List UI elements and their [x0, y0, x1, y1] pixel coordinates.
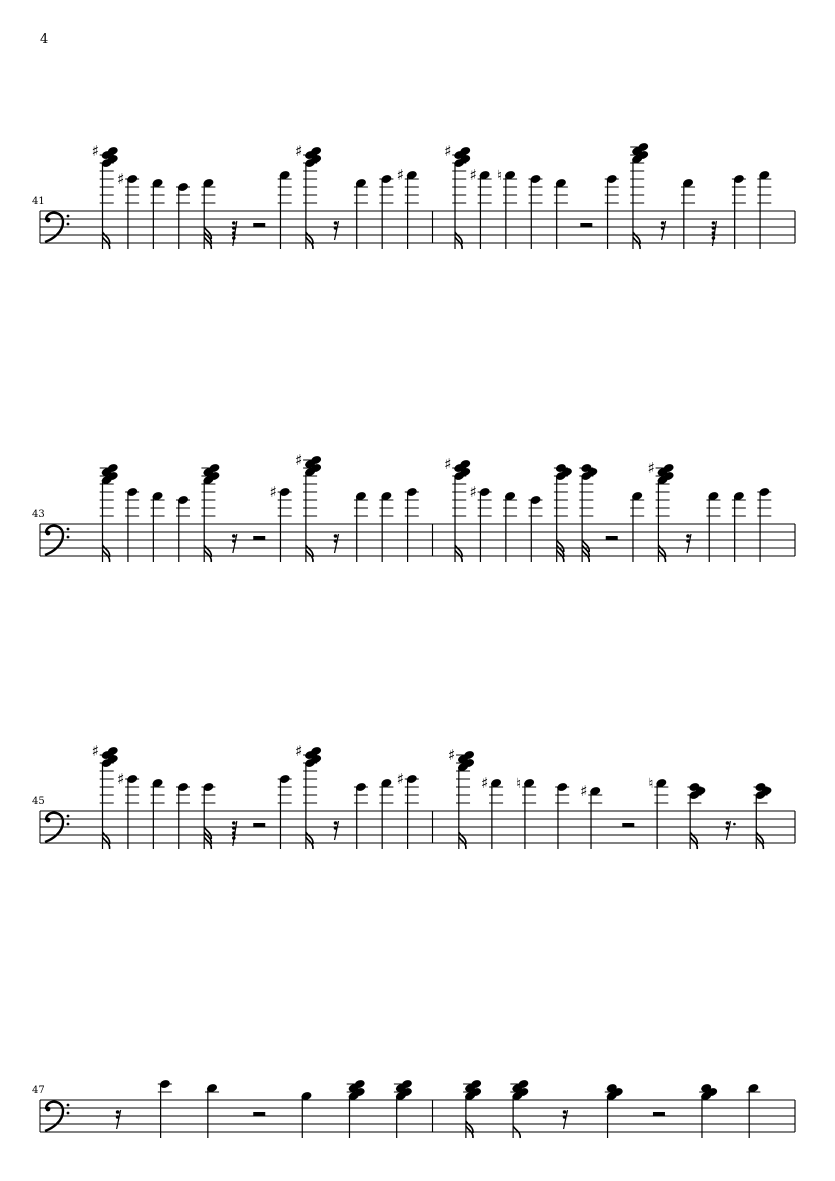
rest-flag [232, 231, 236, 235]
half-rest [653, 1112, 665, 1116]
note-event [125, 487, 139, 562]
sharp-icon: ♯ [91, 742, 99, 760]
note-event [117, 170, 139, 249]
bass-clef-dot [67, 1104, 70, 1107]
note-event [481, 774, 503, 849]
note-event [554, 178, 568, 249]
rest-flag [232, 831, 236, 835]
note-event [580, 782, 602, 849]
sharp-icon: ♯ [469, 166, 477, 184]
rest-flag [726, 826, 730, 830]
note-event [354, 178, 368, 249]
note-event [151, 491, 165, 562]
rest-flag [686, 539, 690, 543]
note-event [92, 742, 118, 849]
rest [334, 821, 339, 840]
note-event [397, 770, 419, 849]
rest [661, 221, 666, 240]
note-event [158, 1079, 172, 1138]
rest-flag [232, 821, 236, 825]
note-event [397, 166, 419, 249]
sharp-icon: ♯ [444, 142, 452, 160]
bass-clef-icon [46, 531, 51, 536]
sharp-icon: ♯ [396, 770, 405, 788]
rest-flag [712, 226, 716, 230]
rest-flag [726, 821, 730, 825]
natural-icon: ♮ [648, 776, 654, 792]
rest-flag [232, 226, 236, 230]
note-event [753, 782, 771, 849]
note-event [444, 142, 470, 249]
note-event [503, 491, 517, 562]
note-event [757, 487, 771, 562]
note-event [463, 1079, 481, 1138]
sharp-icon: ♯ [295, 451, 303, 469]
sharp-icon: ♯ [117, 170, 125, 188]
rest-flag [334, 821, 338, 825]
note-event [746, 1083, 760, 1138]
rest-flag [232, 836, 236, 840]
page-number: 4 [40, 32, 49, 47]
note-event [117, 770, 139, 849]
measure-number: 47 [32, 1085, 45, 1096]
sharp-icon: ♯ [444, 455, 452, 473]
staff-system [32, 142, 795, 249]
rest [250, 223, 268, 227]
rest-flag [661, 221, 665, 225]
rest-flag [563, 1110, 567, 1114]
note-event [732, 174, 746, 249]
rest-flag [232, 221, 236, 225]
note-event [379, 491, 393, 562]
sharp-icon: ♯ [448, 746, 456, 764]
note-event [295, 142, 321, 249]
note-event [270, 483, 292, 562]
half-rest [580, 223, 592, 227]
half-rest [606, 536, 618, 540]
rest [232, 534, 237, 553]
bass-clef-dot [67, 823, 70, 826]
note-event [681, 178, 695, 249]
note-event [699, 1083, 717, 1138]
note-event [151, 778, 165, 849]
note-event [201, 178, 215, 249]
rest [250, 823, 268, 827]
note-event [528, 174, 542, 249]
rest [232, 821, 237, 846]
half-rest [253, 1112, 265, 1116]
sharp-icon: ♯ [117, 770, 125, 788]
rest [603, 536, 621, 540]
sharp-icon: ♯ [580, 782, 588, 800]
half-rest [253, 223, 265, 227]
rest [712, 221, 717, 246]
note-event [528, 495, 542, 562]
rest-flag [232, 826, 236, 830]
measure-number: 41 [32, 196, 45, 207]
note-event [687, 782, 705, 849]
bass-clef-icon [46, 818, 51, 823]
note-event [278, 774, 292, 849]
sharp-icon: ♯ [91, 142, 99, 160]
note-event [201, 463, 219, 562]
staff-system [32, 1079, 795, 1138]
rest-flag [712, 236, 716, 240]
note-event [470, 483, 492, 562]
note-event [554, 463, 572, 562]
bass-clef-dot [67, 528, 70, 531]
note-event [379, 174, 393, 249]
rest-flag [232, 236, 236, 240]
note-event [301, 1091, 312, 1138]
rest [250, 536, 268, 540]
note-event [444, 455, 470, 562]
rest [619, 823, 637, 827]
bass-clef-dot [67, 815, 70, 818]
bass-clef-dot [67, 536, 70, 539]
note-event [347, 1079, 365, 1138]
bass-clef-dot [67, 223, 70, 226]
note-event [151, 178, 165, 249]
note-event [176, 782, 190, 849]
note-event [630, 491, 644, 562]
note-event [448, 746, 474, 849]
staff-system [32, 742, 795, 849]
note-event [405, 487, 419, 562]
bass-clef-icon [46, 1107, 51, 1112]
note-event [579, 463, 597, 562]
sharp-icon: ♯ [647, 459, 655, 477]
rest [334, 221, 339, 240]
note-event [757, 170, 771, 249]
rest [650, 1112, 668, 1116]
note-event [295, 451, 321, 562]
note-event [201, 782, 215, 849]
half-rest [253, 823, 265, 827]
note-event [394, 1079, 412, 1138]
rest-flag [334, 226, 338, 230]
rest-flag [334, 826, 338, 830]
rest [334, 534, 339, 553]
rest-flag [712, 221, 716, 225]
note-event [732, 491, 746, 562]
note-event [354, 491, 368, 562]
note-event [510, 1079, 528, 1138]
rest-flag [334, 221, 338, 225]
sharp-icon: ♯ [469, 483, 477, 501]
note-event [92, 142, 118, 249]
note-event [605, 174, 619, 249]
rest-flag [661, 226, 665, 230]
bass-clef-icon [46, 218, 51, 223]
bass-clef-dot [67, 215, 70, 218]
half-rest [622, 823, 634, 827]
half-rest [253, 536, 265, 540]
note-event [555, 782, 569, 849]
rest-flag [232, 539, 236, 543]
rest [232, 221, 237, 246]
note-event [706, 491, 720, 562]
note-event [648, 776, 668, 849]
rest-flag [712, 231, 716, 235]
sharp-icon: ♯ [481, 774, 489, 792]
measure-number: 45 [32, 796, 45, 807]
rest [563, 1110, 568, 1129]
note-event [176, 495, 190, 562]
staff-system [32, 451, 795, 562]
note-event [100, 463, 118, 562]
natural-icon: ♮ [516, 776, 522, 792]
note-event [470, 166, 492, 249]
sharp-icon: ♯ [396, 166, 405, 184]
rest-flag [116, 1110, 120, 1114]
note-event [497, 168, 517, 249]
rest [250, 1112, 268, 1116]
natural-icon: ♮ [497, 168, 503, 184]
rest-flag [686, 534, 690, 538]
rest-flag [334, 534, 338, 538]
note-event [630, 142, 648, 249]
rest-flag [334, 539, 338, 543]
rest [686, 534, 691, 553]
rest-flag [116, 1115, 120, 1119]
rest-flag [563, 1115, 567, 1119]
measure-number: 43 [32, 509, 45, 520]
bass-clef-dot [67, 1112, 70, 1115]
rest-dot [733, 823, 736, 826]
note-event [278, 170, 292, 249]
sharp-icon: ♯ [269, 483, 277, 501]
note-event [648, 459, 674, 562]
note-event [205, 1083, 219, 1138]
rest-flag [232, 534, 236, 538]
note-event [516, 776, 536, 849]
sharp-icon: ♯ [295, 742, 303, 760]
note-event [176, 182, 190, 249]
rest [726, 821, 736, 840]
rest [577, 223, 595, 227]
rest [116, 1110, 121, 1129]
note-event [354, 782, 368, 849]
note-event [605, 1083, 623, 1138]
sharp-icon: ♯ [295, 142, 303, 160]
note-event [379, 778, 393, 849]
note-event [295, 742, 321, 849]
